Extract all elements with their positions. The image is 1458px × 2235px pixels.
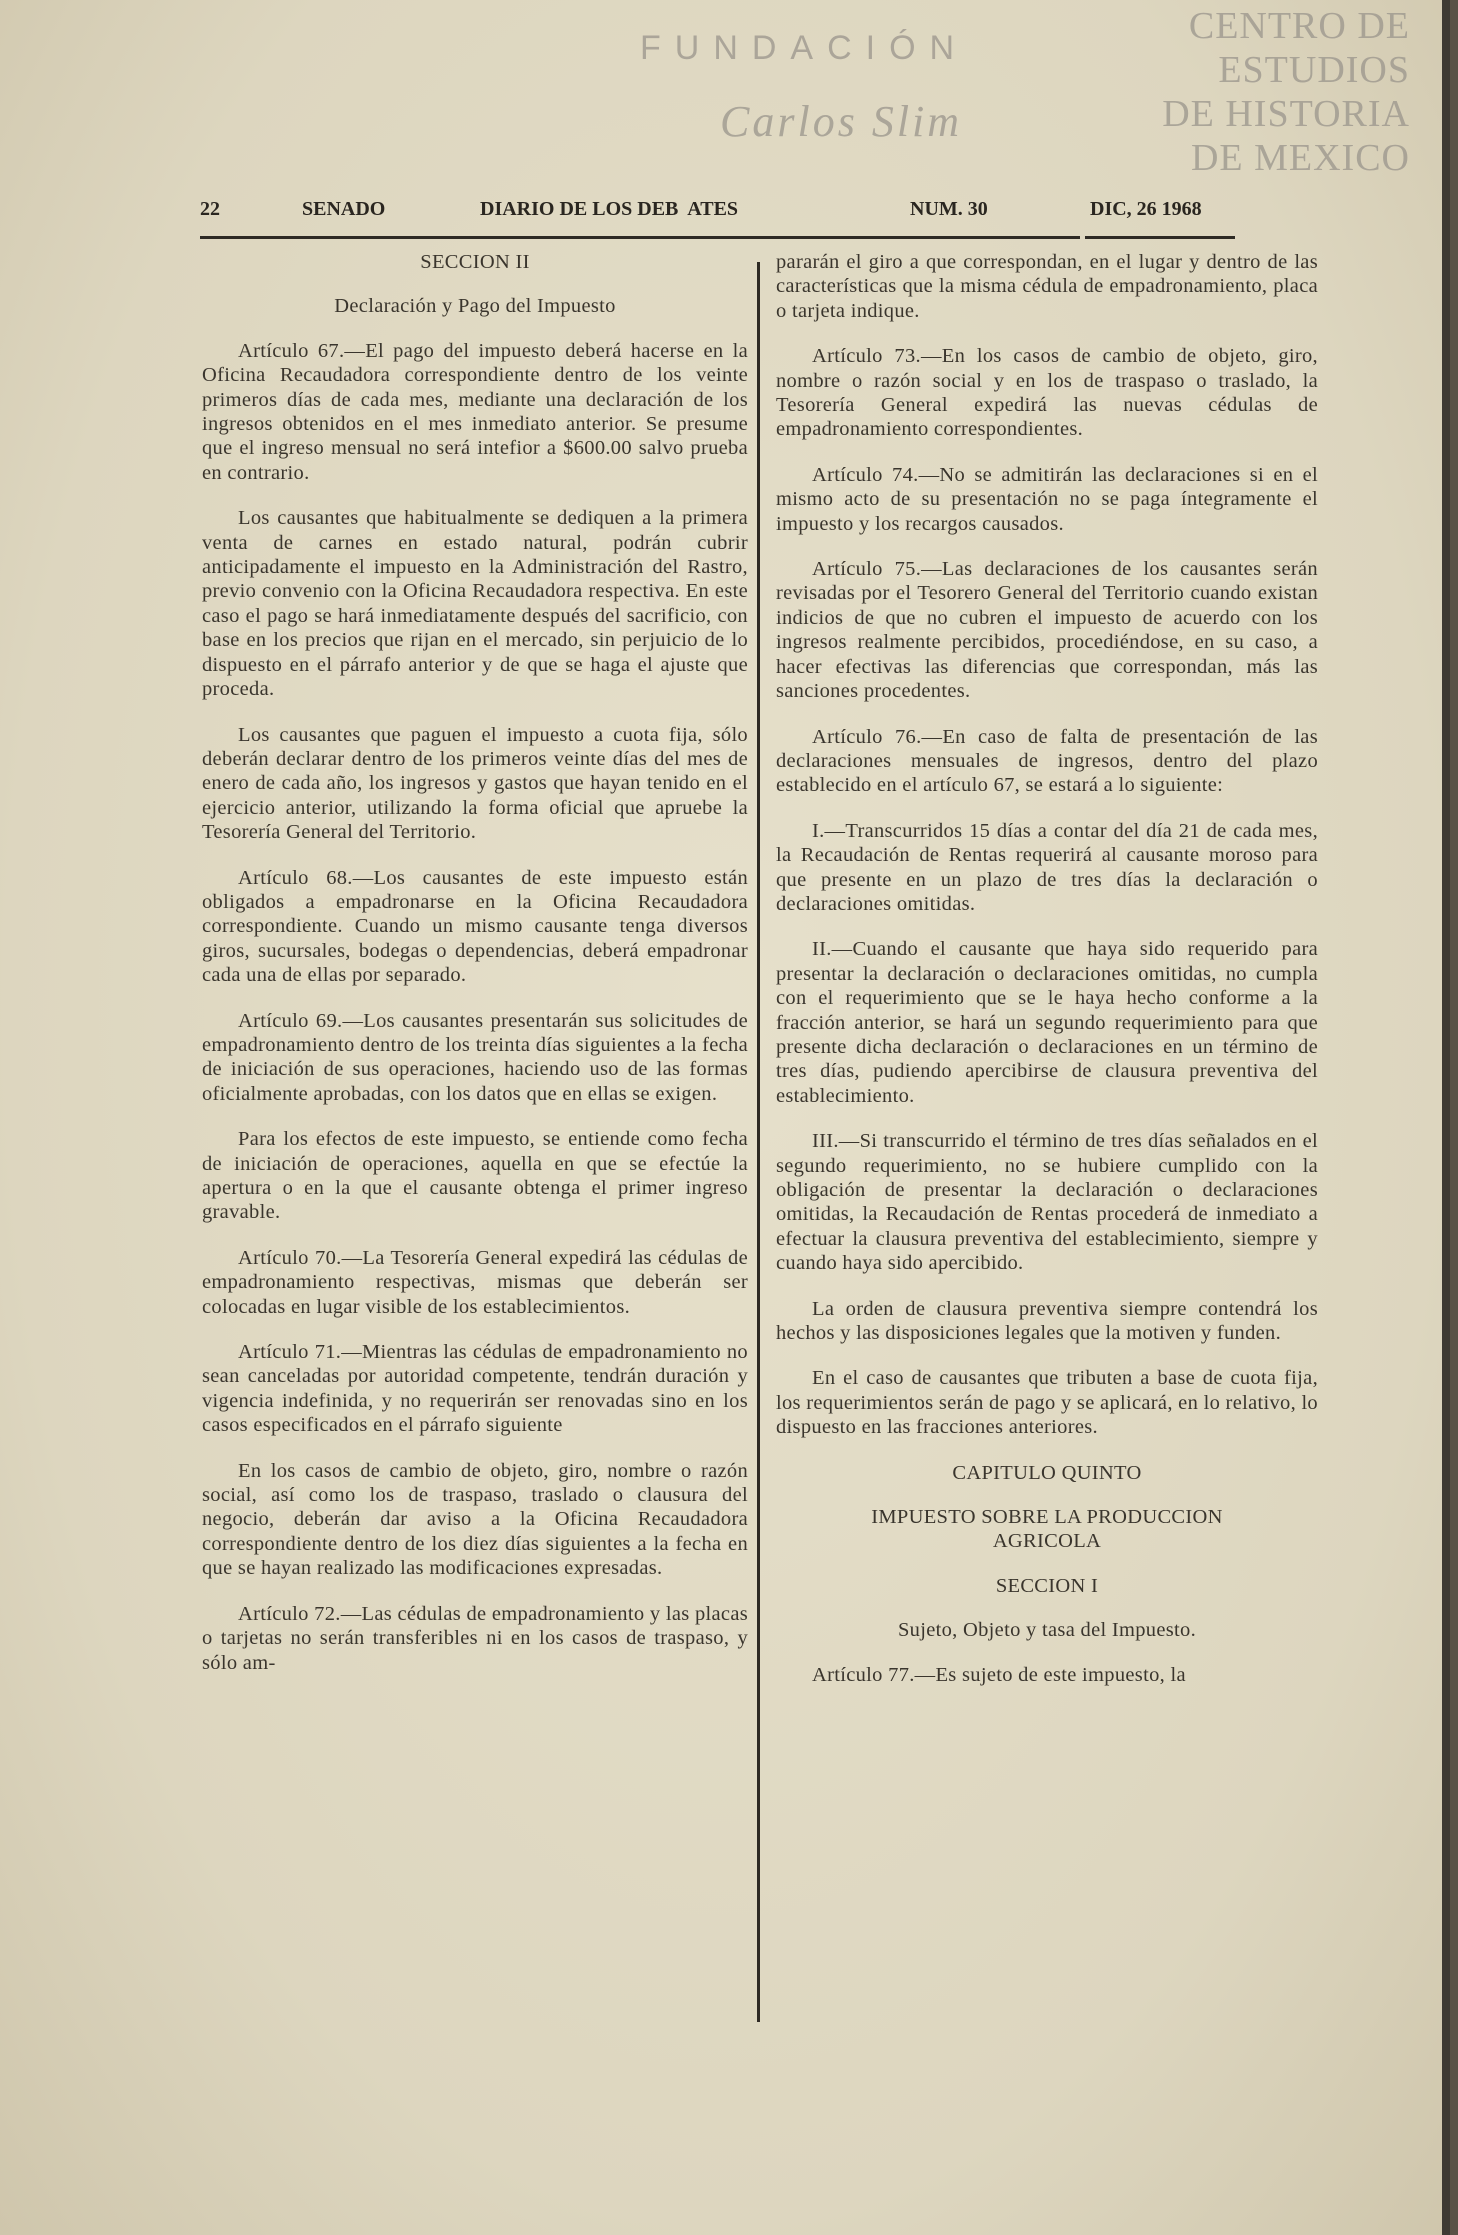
issue-number: NUM. 30 (910, 198, 988, 220)
right-column (776, 250, 1318, 1708)
paragraph: Artículo 76.—En caso de falta de presentación de las declaraciones mensuales de ingresos, dentro del plazo establecido en el artículo 67, se estará a lo siguiente: (776, 725, 1318, 797)
watermark-line: DE MEXICO (1190, 137, 1410, 179)
paragraph: Los causantes que paguen el impuesto a cuota fija, sólo deberán declarar dentro de los primeros veinte días del mes de enero de cada año, los ingresos y gastos que hayan tenido en el ejercicio anterior, utilizando la forma oficial que apruebe la Tesorería General del Territorio. (202, 723, 748, 844)
paragraph: Artículo 67.—El pago del impuesto deberá hacerse en la Oficina Recaudadora correspondiente dentro de los veinte primeros días de cada mes, mediante una declaración de los ingresos obtenidos en el mes inmediato anterior. Se presume que el ingreso mensual no será intefior a $600.00 salvo prueba en contrario. (202, 339, 748, 484)
paragraph: Artículo 74.—No se admitirán las declaraciones si en el mismo acto de su presentación no se paga íntegramente el impuesto y los recargos causados. (776, 463, 1318, 535)
watermark-line: CENTRO DE (1188, 5, 1410, 47)
scan-edge (1442, 0, 1450, 2235)
section-subtitle: Declaración y Pago del Impuesto (334, 295, 616, 318)
chamber-name: SENADO (302, 198, 386, 220)
header-rule-date (1085, 236, 1235, 239)
page-number: 22 (200, 198, 220, 220)
paragraph: III.—Si transcurrido el término de tres días señalados en el segundo requerimiento, no se hubiere cumplido con la obligación de presentar la declaración o declaraciones omitidas, la Recaudación de Rentas procederá de inmediato a efectuar la clausura preventiva del establecimiento, siempre y cuando haya sido apercibido. (776, 1130, 1318, 1275)
paragraph: Artículo 75.—Las declaraciones de los causantes serán revisadas por el Tesorero General del Territorio cuando existan indicios de que no cubren el impuesto de acuerdo con los ingresos realmente percibidos, procediéndose, en su caso, a hacer efectivas las diferencias que correspondan, más las sanciones procedentes. (776, 558, 1318, 703)
issue-date: DIC, 26 1968 (1090, 198, 1202, 220)
paragraph: Artículo 77.—Es sujeto de este impuesto, la (812, 1663, 1186, 1686)
section-heading: SECCION II (420, 251, 530, 273)
paragraph: Los causantes que habitualmente se dediquen a la primera venta de carnes en estado natural, podrán cubrir anticipadamente el impuesto en la Administración del Rastro, previo convenio con la Oficina Recaudadora respectiva. En este caso el pago se hará inmediatamente después del sacrificio, con base en los precios que rijan en el mercado, sin perjuicio de lo dispuesto en el párrafo anterior y de que se haga el ajuste que proceda. (202, 507, 748, 701)
column-divider (757, 262, 760, 2022)
paragraph: En el caso de causantes que tributen a base de cuota fija, los requerimientos serán de pago y se aplicará, en lo relativo, lo dispuesto en las fracciones anteriores. (776, 1367, 1318, 1439)
section-heading: SECCION I (995, 1574, 1099, 1597)
paragraph: pararán el giro a que correspondan, en el lugar y dentro de las características que la misma cédula de empadronamiento, placa o tarjeta indique. (776, 251, 1318, 322)
left-column (202, 250, 748, 1696)
paragraph: Para los efectos de este impuesto, se entiende como fecha de iniciación de operaciones, aquella en que se efectúe la apertura o en la que el causante obtenga el primer ingreso gravable. (202, 1128, 748, 1224)
watermark-signature: Carlos Slim (720, 97, 963, 146)
watermark-fundacion: FUNDACIÓN (640, 29, 969, 67)
paragraph: La orden de clausura preventiva siempre contendrá los hechos y las disposiciones legales que la motiven y funden. (776, 1297, 1318, 1345)
watermark-centro-estudios (1162, 4, 1410, 180)
paragraph: Artículo 71.—Mientras las cédulas de empadronamiento no sean canceladas por autoridad competente, tendrán duración y vigencia indefinida, y no requerirán ser renovadas sino en los casos especificados en el párrafo siguiente (202, 1341, 748, 1437)
paragraph: En los casos de cambio de objeto, giro, nombre o razón social, así como los de traspaso, traslado o clausura del negocio, deberán dar aviso a la Oficina Recaudadora correspondiente dentro de los diez días siguientes a la fecha en que se hayan realizado las modificaciones expresadas. (202, 1459, 748, 1580)
paragraph: Artículo 69.—Los causantes presentarán sus solicitudes de empadronamiento dentro de los treinta días siguientes a la fecha de iniciación de sus operaciones, haciendo uso de las formas oficialmente aprobadas, con los datos que en ellas se exigen. (202, 1009, 748, 1105)
header-rule (200, 236, 1080, 239)
paragraph: Artículo 70.—La Tesorería General expedirá las cédulas de empadronamiento respectivas, mismas que deberán ser colocadas en lugar visible de los establecimientos. (202, 1246, 748, 1318)
paragraph: Artículo 73.—En los casos de cambio de objeto, giro, nombre o razón social y en los de traspaso o traslado, la Tesorería General expedirá las nuevas cédulas de empadronamiento correspondientes. (776, 345, 1318, 441)
paragraph: Artículo 68.—Los causantes de este impuesto están obligados a empadronarse en la Oficina Recaudadora correspondiente. Cuando un mismo causante tenga diversos giros, sucursales, bodegas o dependencias, deberá empadronar cada una de ellas por separado. (202, 866, 748, 987)
section-subtitle: Sujeto, Objeto y tasa del Impuesto. (897, 1619, 1197, 1642)
chapter-heading: CAPITULO QUINTO (952, 1461, 1142, 1484)
page-header (200, 198, 1325, 228)
publication-title: DIARIO DE LOS DEB ATES (480, 198, 739, 220)
watermark-line: DE HISTORIA (1162, 93, 1410, 135)
paragraph: II.—Cuando el causante que haya sido requerido para presentar la declaración o declaraciones omitidas, no cumpla con el requerimiento que se le haya hecho conforme a la fracción anterior, se hará un segundo requerimiento para que presente dicha declaración o declaraciones en un término de tres días, pudiendo apercibirse de clausura preventiva del establecimiento. (776, 938, 1318, 1107)
watermark-line: ESTUDIOS (1218, 49, 1410, 91)
chapter-title: IMPUESTO SOBRE LA PRODUCCION AGRICOLA (871, 1506, 1223, 1553)
paragraph: Artículo 72.—Las cédulas de empadronamiento y las placas o tarjetas no serán transferibles ni en los casos de traspaso, y sólo am- (202, 1602, 748, 1674)
paragraph: I.—Transcurridos 15 días a contar del día 21 de cada mes, la Recaudación de Rentas requerirá al causante moroso para que presente en un plazo de tres días la declaración o declaraciones omitidas. (776, 819, 1318, 915)
